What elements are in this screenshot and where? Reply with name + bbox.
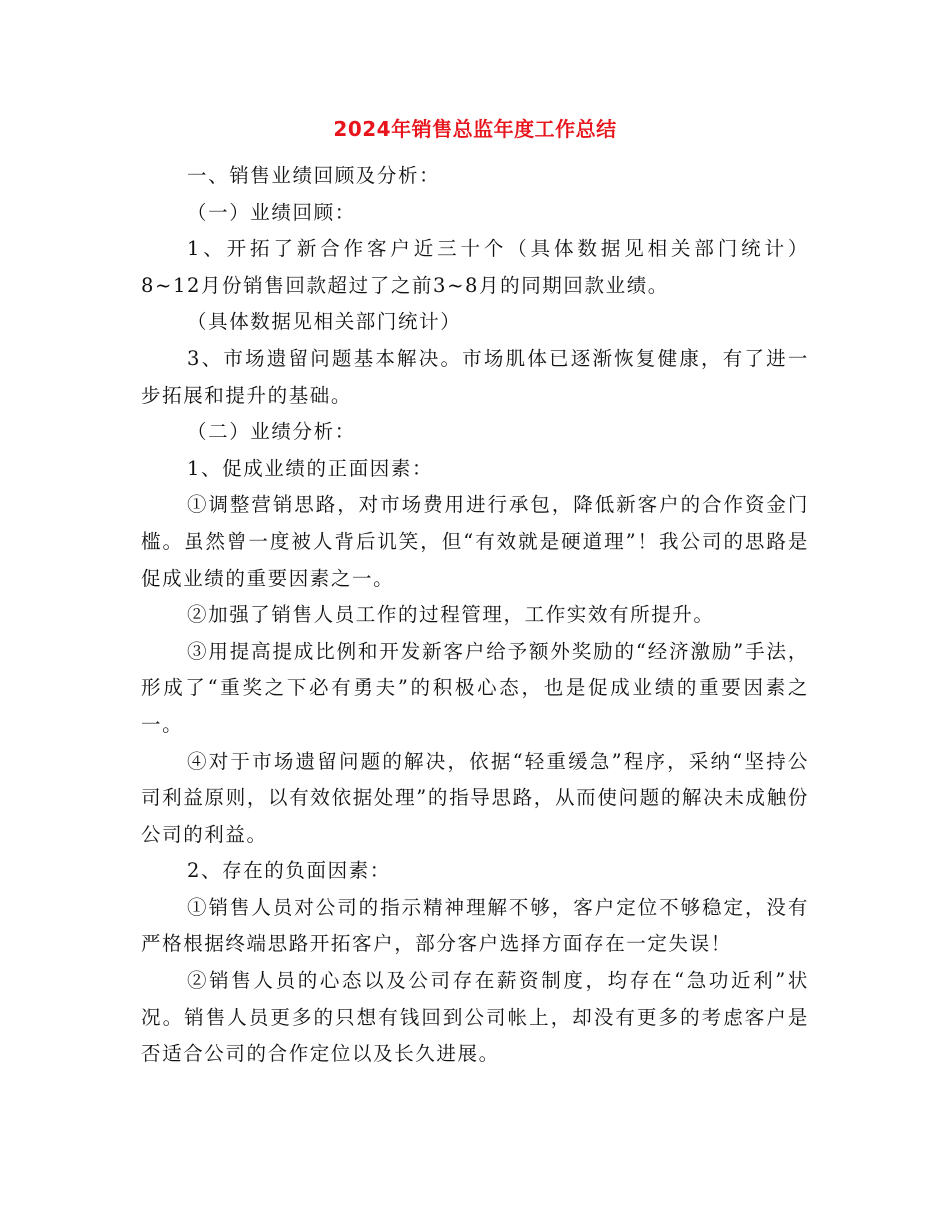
section-heading-sales-review: 一、销售业绩回顾及分析： <box>187 164 441 187</box>
paragraph-positive-factor-1: ①调整营销思路，对市场费用进行承包，降低新客户的合作资金门槛。虽然曾一度被人背后讥笑，但“有效就是硬道理”！我公司的思路是促成业绩的重要因素之一。 <box>141 493 809 590</box>
document-title: 2024年销售总监年度工作总结 <box>333 117 617 141</box>
paragraph-negative-factor-1: ①销售人员对公司的指示精神理解不够，客户定位不够稳定，没有严格根据终端思路开拓客户，部分客户选择方面存在一定失误！ <box>141 895 809 956</box>
paragraph-data-note: （具体数据见相关部门统计） <box>187 310 462 334</box>
paragraph-market-issues: 3、市场遗留问题基本解决。市场肌体已逐渐恢复健康，有了进一步拓展和提升的基础。 <box>141 346 809 407</box>
paragraph-positive-factors-heading: 1、促成业绩的正面因素： <box>187 456 434 480</box>
document-body <box>141 158 809 1073</box>
paragraph-negative-factors-heading: 2、存在的负面因素： <box>187 859 391 883</box>
paragraph-negative-factor-2: ②销售人员的心态以及公司存在薪资制度，均存在“急功近利”状况。销售人员更多的只想有钱回到公司帐上，却没有更多的考虑客户是否适合公司的合作定位以及长久进展。 <box>141 969 809 1066</box>
paragraph-new-clients: 1、开拓了新合作客户近三十个（具体数据见相关部门统计）8~12月份销售回款超过了之前3~8月的同期回款业绩。 <box>141 237 809 297</box>
subsection-heading-performance-analysis: （二）业绩分析： <box>187 420 356 444</box>
paragraph-positive-factor-2: ②加强了销售人员工作的过程管理，工作实效有所提升。 <box>187 603 715 627</box>
paragraph-positive-factor-3: ③用提高提成比例和开发新客户给予额外奖励的“经济激励”手法，形成了“重奖之下必有勇夫”的积极心态，也是促成业绩的重要因素之一。 <box>141 639 809 736</box>
subsection-heading-performance-review: （一）业绩回顾： <box>187 200 356 224</box>
paragraph-positive-factor-4: ④对于市场遗留问题的解决，依据“轻重缓急”程序，采纳“坚持公司利益原则，以有效依据处理”的指导思路，从而使问题的解决未成触份公司的利益。 <box>141 749 809 846</box>
